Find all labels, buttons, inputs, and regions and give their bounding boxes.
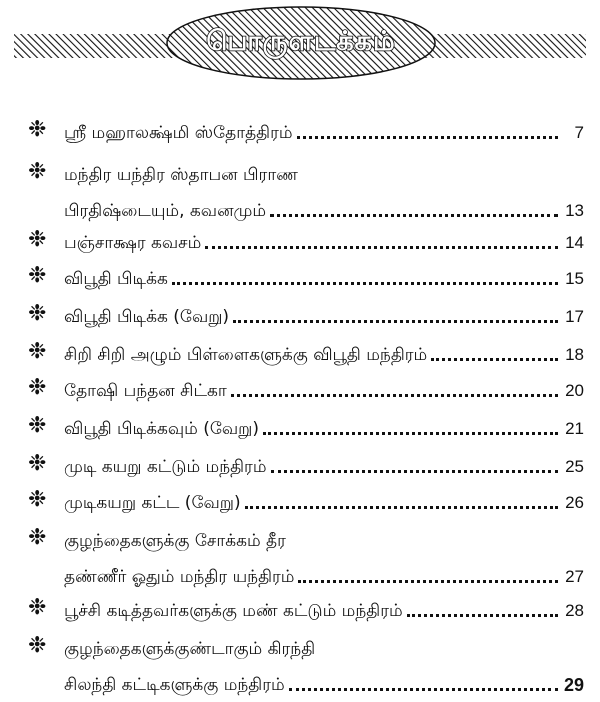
page-number: 18 <box>565 345 584 364</box>
dot-leader <box>205 246 558 249</box>
toc-entry-title: பூச்சி கடித்தவர்களுக்கு மண் கட்டும் மந்திரம் <box>64 601 403 621</box>
dot-leader <box>271 470 558 473</box>
dot-leader <box>289 688 558 691</box>
page-number: 20 <box>565 381 584 400</box>
page-number: 26 <box>565 493 584 512</box>
ornament-cross-icon: ❉ <box>28 595 47 620</box>
toc-entry-line <box>28 522 584 558</box>
toc-entry-line <box>28 448 584 484</box>
toc-entry-line <box>28 592 584 628</box>
dot-leader <box>431 358 558 361</box>
toc-entry[interactable] <box>28 336 584 372</box>
toc-entry-title: ஸ்ரீ மஹாலக்ஷ்மி ஸ்தோத்திரம் <box>64 123 293 143</box>
dot-leader <box>172 282 558 285</box>
dot-leader <box>297 136 558 139</box>
ornament-cross-icon: ❉ <box>28 263 47 288</box>
ornament-cross-icon: ❉ <box>28 117 47 142</box>
ornament-cross-icon: ❉ <box>28 525 47 550</box>
toc-entry[interactable] <box>28 156 584 228</box>
page-number: 14 <box>565 233 584 252</box>
ornament-cross-icon: ❉ <box>28 413 47 438</box>
toc-entry-title: பிரதிஷ்டையும், கவனமும் <box>64 201 267 221</box>
toc-entry-line <box>28 298 584 334</box>
dot-leader <box>263 432 558 435</box>
page-number: 15 <box>565 269 584 288</box>
toc-entry-title: முடிகயறு கட்ட (வேறு) <box>64 493 241 513</box>
toc-entry-line <box>28 192 584 228</box>
ornament-cross-icon: ❉ <box>28 159 47 184</box>
toc-entry[interactable] <box>28 372 584 408</box>
toc-entry-title: குழந்தைகளுக்குண்டாகும் கிரந்தி <box>64 639 316 659</box>
toc-entry-title: தண்ணீர் ஓதும் மந்திர யந்திரம் <box>64 567 295 587</box>
dot-leader <box>407 614 558 617</box>
page-number: 27 <box>565 567 584 586</box>
toc-entry-title: தோஷி பந்தன சிட்கா <box>64 381 227 401</box>
toc-entry-line <box>28 666 584 702</box>
page-number: 21 <box>565 419 584 438</box>
dot-leader <box>231 394 558 397</box>
ornament-cross-icon: ❉ <box>28 375 47 400</box>
toc-entry[interactable] <box>28 484 584 520</box>
toc-entry-line <box>28 260 584 296</box>
dot-leader <box>233 320 558 323</box>
ornament-cross-icon: ❉ <box>28 451 47 476</box>
toc-entry-title: சிலந்தி கட்டிகளுக்கு மந்திரம் <box>64 675 285 695</box>
toc-entry-title: மந்திர யந்திர ஸ்தாபன பிராண <box>64 165 298 185</box>
page-number: 29 <box>563 675 584 695</box>
page-number: 7 <box>574 123 584 142</box>
toc-entry-line <box>28 336 584 372</box>
toc-entry-line <box>28 114 584 150</box>
toc-entry-line <box>28 372 584 408</box>
page-title: பொருளடக்கம் <box>206 25 396 57</box>
ornament-cross-icon: ❉ <box>28 301 47 326</box>
toc-entry-title: விபூதி பிடிக்கவும் (வேறு) <box>64 419 260 439</box>
toc-entry-line <box>28 558 584 594</box>
page-number: 17 <box>565 307 584 326</box>
toc-entry[interactable] <box>28 448 584 484</box>
ornament-cross-icon: ❉ <box>28 339 47 364</box>
toc-entry[interactable] <box>28 114 584 150</box>
toc-entry[interactable] <box>28 522 584 594</box>
toc-entry[interactable] <box>28 224 584 260</box>
page-number: 28 <box>565 601 584 620</box>
dot-leader <box>298 580 558 583</box>
toc-entry[interactable] <box>28 592 584 628</box>
toc-entry[interactable] <box>28 260 584 296</box>
toc-entry-line <box>28 156 584 192</box>
toc-entry-line <box>28 484 584 520</box>
toc-entry-title: முடி கயறு கட்டும் மந்திரம் <box>64 457 267 477</box>
dot-leader <box>245 506 558 509</box>
toc-entry-title: சிறி சிறி அழும் பிள்ளைகளுக்கு விபூதி மந்திரம் <box>64 345 428 365</box>
dot-leader <box>270 214 558 217</box>
page-number: 13 <box>565 201 584 220</box>
ornament-cross-icon: ❉ <box>28 227 47 252</box>
ornament-cross-icon: ❉ <box>28 487 47 512</box>
toc-entry[interactable] <box>28 410 584 446</box>
toc-entry-title: பஞ்சாக்ஷர கவசம் <box>64 233 202 253</box>
toc-entry[interactable] <box>28 298 584 334</box>
ornament-cross-icon: ❉ <box>28 633 47 658</box>
toc-entry-line <box>28 410 584 446</box>
toc-entry-line <box>28 224 584 260</box>
toc-entry-title: குழந்தைகளுக்கு சோக்கம் தீர <box>64 531 286 551</box>
toc-entry[interactable] <box>28 630 584 702</box>
toc-entry-line <box>28 630 584 666</box>
page-number: 25 <box>565 457 584 476</box>
toc-entry-title: விபூதி பிடிக்க (வேறு) <box>64 307 230 327</box>
toc-entry-title: விபூதி பிடிக்க <box>64 269 168 289</box>
